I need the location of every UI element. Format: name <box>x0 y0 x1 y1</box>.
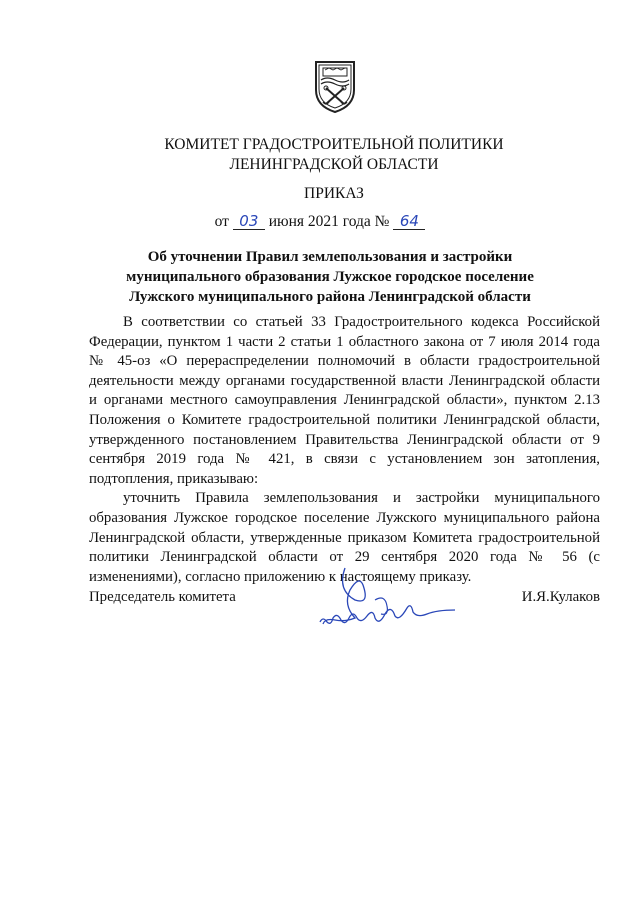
date-middle: июня 2021 года № <box>268 213 390 230</box>
body-paragraph-1: В соответствии со статьей 33 Градостроительного кодекса Российской Федерации, пунктом 1 части 2 статьи 1 областного закона от 7 июля 2014 года № 45-оз «О перераспределении полномочий в области градостроительной деятельности между органами государственной власти Ленинградской области и органами местного самоуправления Ленинградской области», пунктом 2.13 Положения о Комитете градостроительной политики Ленинградской области, утвержденного постановлением Правительства Ленинградской области от 9 сентября 2019 года № 421, в связи с установлением зон затопления, подтопления, приказываю: <box>89 314 600 487</box>
document-dateline <box>0 213 640 231</box>
document-type: ПРИКАЗ <box>304 185 364 202</box>
title-line1: Об уточнении Правил землепользования и застройки <box>147 249 513 265</box>
body-paragraph-2: уточнить Правила землепользования и застройки муниципального образования Лужское городское поселение Лужского муниципального района Ленинградской области, утвержденные приказом Комитета градостроительной политики Ленинградской области от 29 сентября 2020 года № 56 (с изменениями), согласно приложению к настоящему приказу. <box>89 490 600 585</box>
signatory-position: Председатель комитета <box>89 589 236 605</box>
date-prefix: от <box>214 213 229 230</box>
title-line2: муниципального образования Лужское городское поселение <box>126 269 534 285</box>
title-line3: Лужского муниципального района Ленинградской области <box>129 289 531 305</box>
document-number-handwritten: 64 <box>393 213 425 230</box>
organization-name-line1: КОМИТЕТ ГРАДОСТРОИТЕЛЬНОЙ ПОЛИТИКИ <box>164 136 504 153</box>
coat-of-arms-icon <box>313 58 357 114</box>
signatory-name: И.Я.Кулаков <box>521 589 600 605</box>
document-body <box>89 313 600 587</box>
organization-name-line2: ЛЕНИНГРАДСКОЙ ОБЛАСТИ <box>229 156 439 173</box>
handwritten-signature <box>315 560 465 640</box>
date-day-handwritten: 03 <box>233 213 265 230</box>
document-title <box>95 247 565 307</box>
